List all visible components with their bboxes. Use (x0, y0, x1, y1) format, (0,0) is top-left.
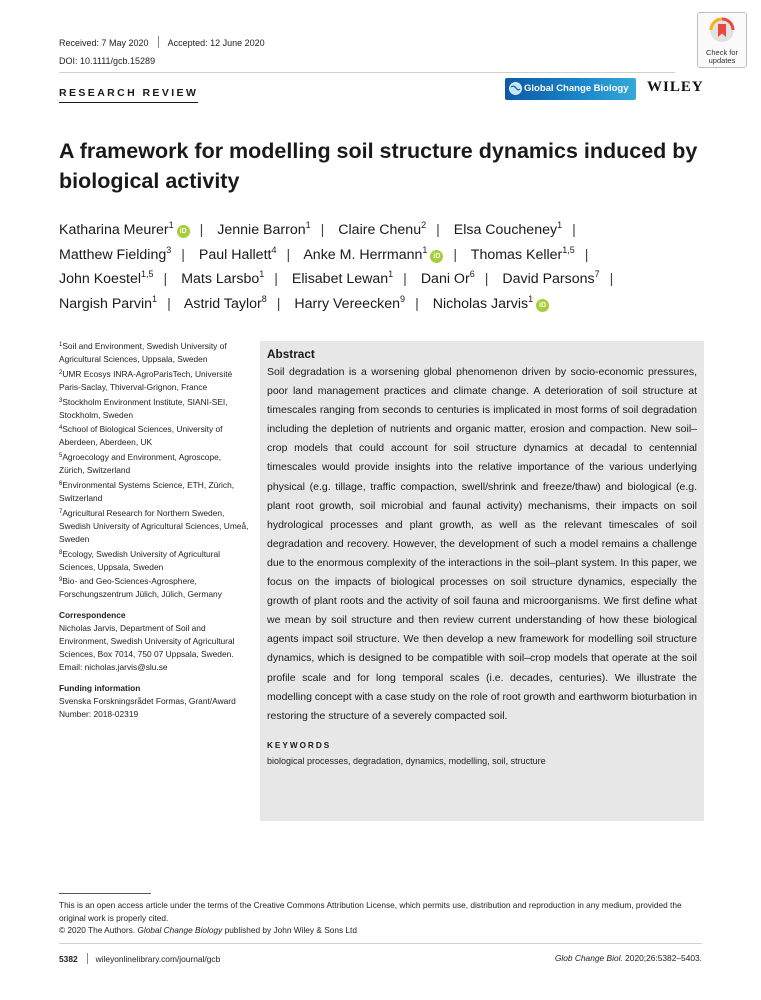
affiliation-text: UMR Ecosys INRA-AgroParisTech, Université Paris-Saclay, Thiverval-Grignon, France (59, 368, 233, 392)
citation-details: 2020;26:5382–5403. (625, 953, 702, 963)
author-entry (338, 222, 426, 238)
affiliation-item (59, 368, 249, 394)
globe-icon (509, 82, 522, 95)
affiliation-item (59, 451, 249, 477)
author-affiliation-ref: 1 (152, 293, 158, 304)
author-list (59, 218, 709, 316)
author-affiliation-ref: 2 (421, 220, 427, 230)
citation (555, 953, 702, 963)
author-entry (303, 244, 443, 263)
keywords-list: biological processes, degradation, dynamics, modelling, soil, structure (267, 755, 546, 766)
affiliation-text: Stockholm Environment Institute, SIANI-SEI, Stockholm, Sweden (59, 396, 228, 420)
author-separator: | (163, 271, 168, 288)
correspondence-heading: Correspondence (59, 610, 126, 621)
journal-logo-text: Global Change Biology (524, 83, 629, 94)
author-name[interactable]: Thomas Keller (470, 246, 563, 263)
affiliation-number: 2 (59, 369, 63, 376)
copyright-suffix: published by John Wiley & Sons Ltd (224, 925, 357, 936)
author-name[interactable]: Nargish Parvin (59, 295, 153, 312)
author-name[interactable]: Elsa Coucheney (453, 222, 558, 238)
affiliation-text: School of Biological Sciences, University of Aberdeen, Aberdeen, UK (59, 424, 223, 448)
affiliation-number: 1 (59, 342, 63, 348)
author-entry (432, 293, 549, 312)
correspondence-address: Nicholas Jarvis, Department of Soil and Environment, Swedish University of Agricultural Sciences, Box 7014, 750 07 Uppsala, Sweden. (59, 623, 235, 659)
affiliation-number: 3 (59, 397, 63, 404)
sidebar (59, 340, 249, 720)
author-name[interactable]: Katharina Meurer (59, 222, 169, 238)
author-name[interactable]: Nicholas Jarvis (432, 295, 529, 312)
affiliation-number: 5 (59, 453, 63, 460)
journal-logo (505, 78, 636, 100)
author-entry (59, 244, 172, 263)
author-affiliation-ref: 7 (594, 269, 600, 280)
affiliation-text: Soil and Environment, Swedish University of Agricultural Sciences, Uppsala, Sweden (59, 341, 227, 364)
author-separator: | (320, 222, 325, 238)
author-entry (198, 244, 277, 263)
author-affiliation-ref: 1 (259, 269, 265, 280)
author-separator: | (199, 222, 204, 238)
affiliations (59, 340, 249, 601)
author-name[interactable]: Astrid Taylor (183, 295, 262, 312)
affiliation-item (59, 396, 249, 422)
author-separator: | (572, 222, 576, 238)
author-name[interactable]: David Parsons (502, 271, 595, 288)
author-name[interactable]: Mats Larsbo (181, 271, 260, 288)
author-name[interactable]: Paul Hallett (198, 246, 272, 263)
author-affiliation-ref: 1 (168, 220, 174, 230)
divider (158, 36, 159, 48)
journal-url[interactable]: wileyonlinelibrary.com/journal/gcb (95, 954, 221, 964)
footnote-divider (59, 893, 151, 894)
author-separator: | (484, 271, 489, 288)
author-affiliation-ref: 1 (388, 269, 394, 280)
article-type-label: RESEARCH REVIEW (59, 87, 198, 103)
author-affiliation-ref: 4 (271, 244, 277, 255)
affiliation-number: 8 (59, 549, 63, 556)
author-separator: | (286, 246, 291, 263)
author-separator: | (167, 295, 171, 312)
abstract-text: Soil degradation is a worsening global phenomenon driven by socio-economic pressures, poor land management practices and climate change. A deterioration of soil structure at timescales ranging from seconds to centuries is implicated in most forms of soil degradation including the depletion of nutrients and organic matter, erosion and compaction. New soil–crop models that could account for soil structure dynamics at decadal to centennial timescales would provide insights into the relative importance of the various underlying physical (e.g. tillage, traffic compaction, swell/shrink and freeze/thaw) and biological (e.g. plant root growth, soil microbial and faunal activity) mechanisms, their impacts on soil hydrological processes and plant growth, as well as the relevant timescales of soil degradation and recovery. However, the development of such a model remains a challenge due to the enormous complexity of the interactions in the soil–plant system. In this paper, we focus on the impacts of biological processes on soil structure dynamics, especially the growth of plant roots and the activity of soil fauna and microorganisms. We first define what we mean by soil structure and then review current understanding of how these biological agents impact soil structure. We then develop a new framework for modelling soil structure dynamics, which is designed to be compatible with soil–crop models that operate at the soil profile scale and for long temporal scales (i.e. decades, centuries). We illustrate the modelling concept with a case study on the role of root growth and earthworm bioturbation in restoring the structure of a severely compacted soil. (267, 366, 697, 722)
page-footer-divider (59, 943, 702, 944)
author-entry (59, 271, 154, 287)
funding-text: Svenska Forskningsrådet Formas, Grant/Award Number: 2018-02319 (59, 695, 236, 719)
author-affiliation-ref: 1,5 (562, 244, 575, 255)
copyright-journal: Global Change Biology (137, 925, 223, 936)
affiliation-number: 6 (59, 481, 63, 488)
author-entry (59, 222, 190, 238)
author-separator: | (609, 271, 614, 288)
abstract-box (260, 341, 704, 821)
affiliation-number: 9 (59, 577, 63, 584)
affiliation-item (59, 423, 249, 449)
author-separator: | (274, 271, 278, 288)
check-for-updates-button[interactable] (697, 12, 747, 68)
author-entry (181, 271, 264, 287)
author-entry (454, 222, 562, 238)
affiliation-text: Environmental Systems Science, ETH, Zürich, Switzerland (59, 480, 235, 503)
author-name[interactable]: Harry Vereecken (294, 295, 401, 312)
author-affiliation-ref: 1 (528, 293, 534, 304)
author-entry (217, 222, 310, 238)
affiliation-item (59, 507, 249, 546)
affiliation-item (59, 548, 249, 574)
author-affiliation-ref: 6 (469, 269, 475, 280)
affiliation-item (59, 340, 249, 366)
affiliation-text: Agroecology and Environment, Agroscope, Zürich, Switzerland (59, 452, 222, 476)
affiliation-text: Bio- and Geo-Sciences-Agrosphere, Forschungszentrum Jülich, Jülich, Germany (59, 576, 222, 600)
author-affiliation-ref: 9 (400, 293, 406, 304)
divider (87, 953, 88, 964)
orcid-icon[interactable]: iD (177, 225, 190, 238)
author-name[interactable]: Claire Chenu (338, 222, 422, 238)
author-separator: | (403, 271, 407, 288)
correspondence-email[interactable]: Email: nicholas.jarvis@slu.se (59, 661, 168, 672)
author-separator: | (584, 246, 589, 263)
copyright-prefix: © 2020 The Authors. (59, 925, 136, 936)
abstract-heading: Abstract (267, 347, 315, 361)
page-footer-left (59, 953, 220, 964)
author-name[interactable]: Matthew Fielding (59, 246, 167, 263)
keywords-heading: KEYWORDS (267, 740, 332, 750)
article-title: A framework for modelling soil structure dynamics induced by biological activity (59, 139, 698, 193)
author-name[interactable]: Jennie Barron (217, 222, 306, 238)
page-number: 5382 (59, 954, 78, 964)
author-entry (294, 293, 406, 312)
author-entry (502, 271, 599, 287)
publisher-logo: WILEY (647, 79, 704, 95)
received-date: Received: 7 May 2020 (59, 38, 149, 48)
author-separator: | (453, 246, 458, 263)
affiliation-number: 4 (59, 425, 63, 432)
check-updates-line-1: Check for (705, 48, 739, 57)
author-separator: | (415, 295, 419, 312)
author-name[interactable]: John Koestel (59, 271, 142, 288)
affiliation-number: 7 (59, 508, 63, 515)
accepted-date: Accepted: 12 June 2020 (167, 38, 265, 48)
affiliation-item (59, 575, 249, 601)
copyright-line (59, 924, 709, 937)
bookmark-badge-icon (709, 17, 735, 43)
affiliation-item (59, 479, 249, 505)
orcid-icon[interactable]: iD (536, 299, 549, 312)
check-updates-line-2: updates (708, 56, 736, 65)
author-entry (59, 293, 158, 312)
license-footnote (59, 899, 709, 937)
citation-journal: Glob Change Biol. (554, 953, 623, 963)
author-affiliation-ref: 1,5 (141, 269, 154, 280)
license-text: This is an open access article under the terms of the Creative Commons Attribution License, which permits use, distribution and reproduction in any medium, provided the original work is properly cited. (59, 900, 682, 923)
author-entry (292, 271, 393, 287)
author-separator: | (181, 246, 185, 263)
affiliation-text: Agricultural Research for Northern Sweden, Swedish University of Agricultural Sciences, Umeå, Sweden (59, 507, 249, 544)
author-entry (470, 244, 575, 263)
affiliation-text: Ecology, Swedish University of Agricultural Sciences, Uppsala, Sweden (59, 548, 220, 572)
orcid-icon[interactable]: iD (430, 250, 443, 263)
author-affiliation-ref: 1 (305, 220, 311, 230)
funding-heading: Funding information (59, 682, 141, 693)
author-entry (421, 271, 475, 287)
author-entry (183, 293, 267, 312)
doi[interactable]: DOI: 10.1111/gcb.15289 (59, 56, 156, 66)
header-divider (59, 72, 675, 73)
author-name[interactable]: Elisabet Lewan (291, 271, 389, 288)
author-separator: | (276, 295, 281, 312)
author-affiliation-ref: 1 (422, 244, 428, 255)
received-accepted-dates (59, 36, 265, 48)
author-name[interactable]: Anke M. Herrmann (303, 246, 423, 263)
author-affiliation-ref: 1 (557, 220, 563, 230)
author-affiliation-ref: 8 (261, 293, 267, 304)
author-name[interactable]: Dani Or (420, 271, 470, 288)
author-affiliation-ref: 3 (166, 244, 172, 255)
author-separator: | (436, 222, 440, 238)
